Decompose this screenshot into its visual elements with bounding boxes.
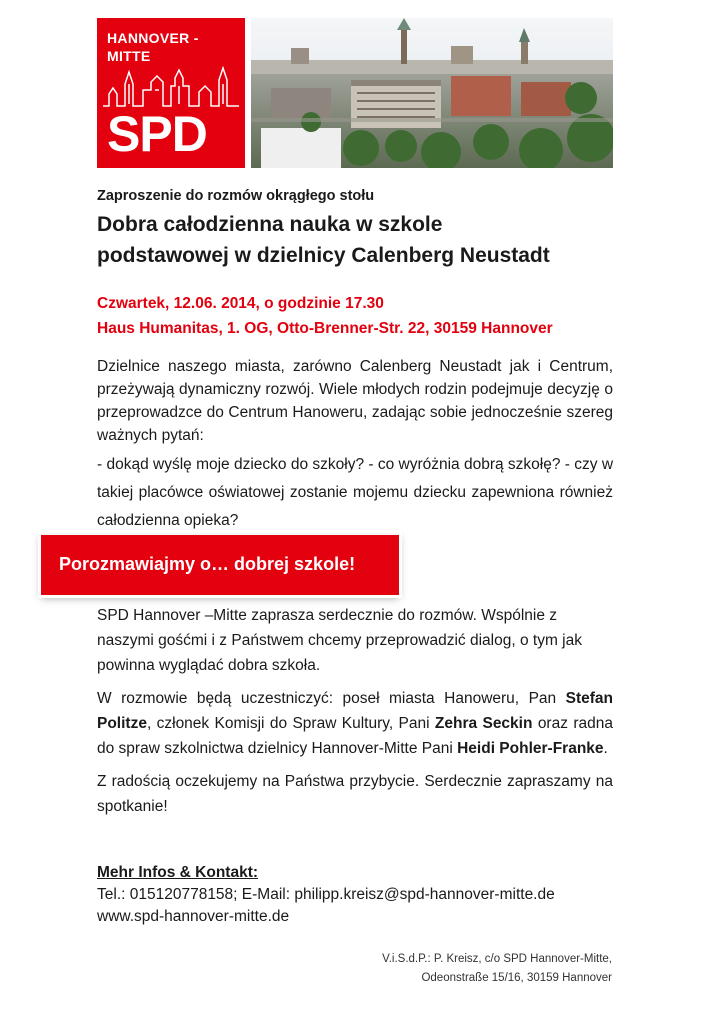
contact-tel-email[interactable]: Tel.: 015120778158; E-Mail: philipp.kreisz@spd-hannover-mitte.de	[97, 886, 555, 903]
event-date: Czwartek, 12.06. 2014, o godzinie 17.30	[97, 295, 384, 312]
intro-questions: - dokąd wyślę moje dziecko do szkoły? - co wyróżnia dobrą szkołę? - czy w takiej placówce oświatowej zostanie mojemu dziecku zapewniona również całodzienna opieka?	[97, 456, 614, 529]
guest-name-heidi-pohler-franke: Heidi Pohler-Franke	[457, 740, 604, 757]
imprint-line-1: V.i.S.d.P.: P. Kreisz, c/o SPD Hannover-Mitte,	[382, 953, 612, 965]
logo-line-2: MITTE	[107, 48, 151, 64]
body-p2-part-c: oraz radna do spraw szkolnictwa dzielnicy Hannover-Mitte Pani	[97, 715, 613, 757]
body-paragraph-2	[97, 686, 613, 761]
invitation-block	[97, 185, 613, 535]
highlight-banner: Porozmawiajmy o… dobrej szkole!	[41, 533, 399, 595]
spd-logo	[97, 18, 245, 168]
header	[97, 18, 613, 168]
body-p2-part-b: , członek Komisji do Spraw Kultury, Pani	[146, 715, 435, 732]
guest-name-stefan-politze: Stefan Politze	[97, 690, 613, 732]
logo-spd-text: SPD	[107, 106, 207, 162]
event-place: Haus Humanitas, 1. OG, Otto-Brenner-Str. 22, 30159 Hannover	[97, 320, 553, 337]
city-aerial-photo	[251, 18, 613, 168]
body-p2-part-a: W rozmowie będą uczestniczyć: poseł miasta Hanoweru, Pan	[97, 690, 566, 707]
logo-line-1: HANNOVER -	[107, 30, 199, 46]
contact-block	[97, 862, 613, 928]
body-p2-part-d: .	[603, 740, 608, 757]
contact-website-link[interactable]: www.spd-hannover-mitte.de	[97, 908, 290, 925]
contact-heading: Mehr Infos & Kontakt:	[97, 864, 259, 881]
body-paragraph-3: Z radością oczekujemy na Państwa przybycie. Serdecznie zapraszamy na spotkanie!	[97, 773, 613, 815]
imprint-footer	[312, 950, 612, 988]
body-paragraph-1: SPD Hannover –Mitte zaprasza serdecznie do rozmów. Wspólnie z naszymi gośćmi i z Państwem chcemy przeprowadzić dialog, o tym jak powinna wyglądać dobra szkoła.	[97, 607, 582, 674]
invitation-title-line-1: Dobra całodzienna nauka w szkole	[97, 213, 443, 236]
invitation-subtitle: Zaproszenie do rozmów okrągłego stołu	[97, 188, 375, 204]
guest-name-zehra-seckin: Zehra Seckin	[434, 715, 533, 732]
intro-paragraph: Dzielnice naszego miasta, zarówno Calenberg Neustadt jak i Centrum, przeżywają dynamiczny rozwój. Wiele młodych rodzin podejmuje decyzję o przeprowadzce do Centrum Hanoweru, zadając sobie jednocześnie szereg ważnych pytań:	[97, 358, 613, 444]
body-text	[97, 603, 613, 819]
invitation-title-line-2: podstawowej w dzielnicy Calenberg Neustadt	[97, 244, 550, 267]
imprint-line-2: Odeonstraße 15/16, 30159 Hannover	[421, 972, 612, 984]
city-skyline-icon	[103, 64, 239, 108]
